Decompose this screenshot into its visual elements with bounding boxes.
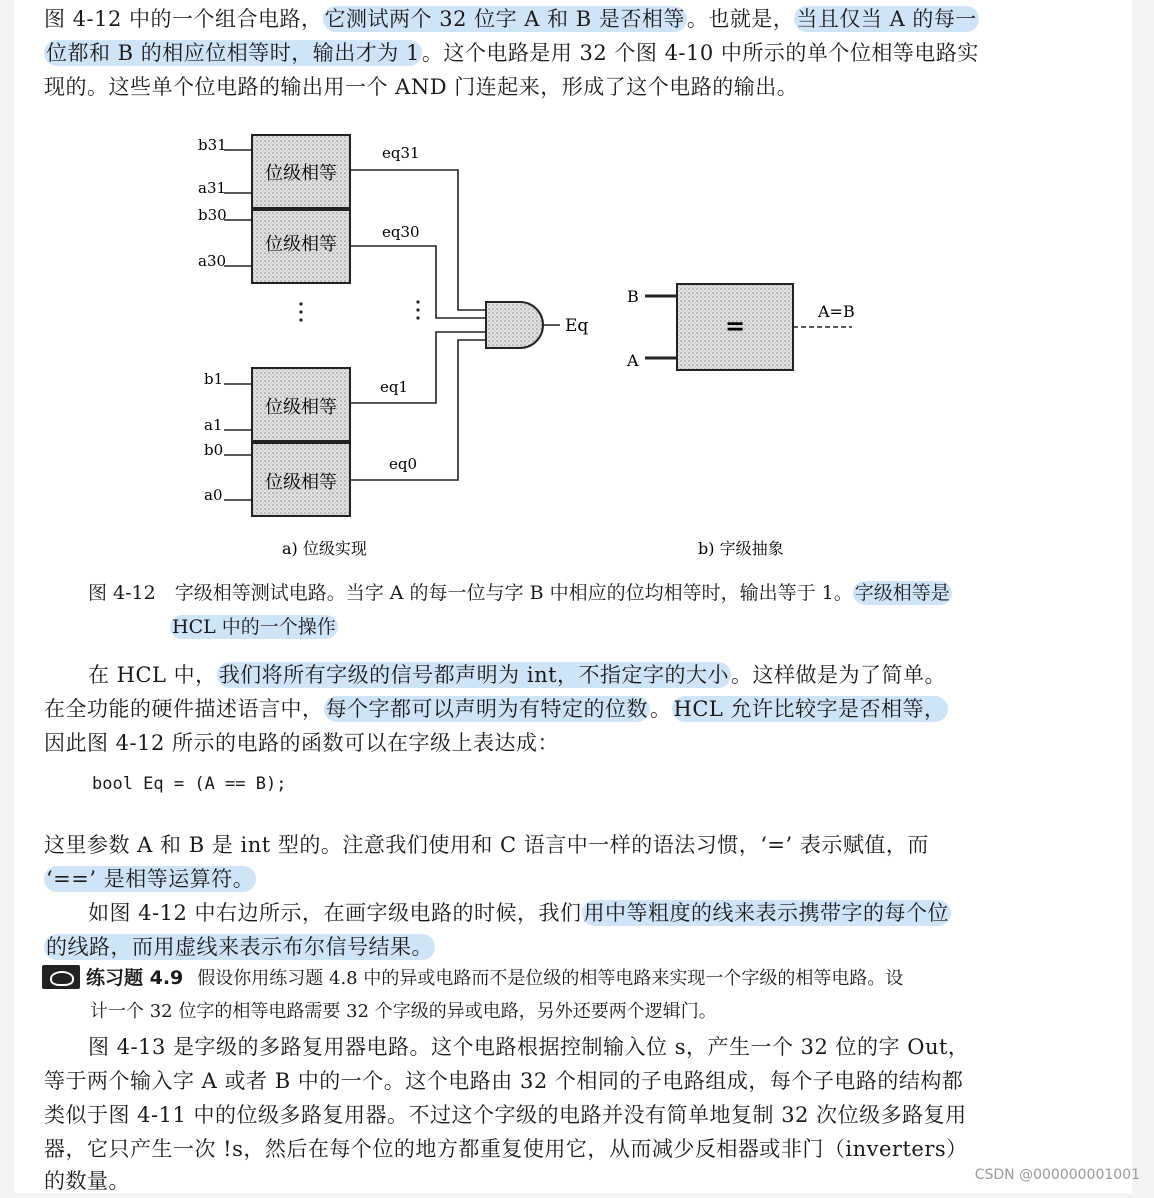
block-label: 位级相等 bbox=[265, 472, 337, 493]
para5-line-3: 类似于图 4-11 中的位级多路复用器。不过这个字级的电路并没有简单地复制 32 次位级多路复用 bbox=[44, 1103, 967, 1127]
gate-output-label: Eq bbox=[565, 316, 589, 336]
input-label: b31 bbox=[198, 136, 227, 154]
input-label: a30 bbox=[198, 252, 227, 270]
input-label: a0 bbox=[204, 486, 223, 504]
para2-line-2: 在全功能的硬件描述语言中，每个字都可以声明为有特定的位数。HCL 允许比较字是否相等， bbox=[44, 697, 946, 721]
para3-line-2: ‘==’ 是相等运算符。 bbox=[46, 867, 255, 891]
intro-line-2: 位都和 B 的相应位相等时，输出才为 1。这个电路是用 32 个图 4-10 中所示的单个位相等电路实 bbox=[46, 41, 979, 65]
bit-equal-block-1 bbox=[252, 368, 350, 441]
bit-equal-block-31 bbox=[252, 135, 350, 208]
exercise-title: 练习题 4.9 bbox=[86, 967, 184, 989]
input-label: b0 bbox=[204, 441, 224, 459]
bit-equal-block-30 bbox=[252, 210, 350, 283]
para5-line-4: 器，它只产生一次 !s，然后在每个位的地方都重复使用它，从而减少反相器或非门（inverters） bbox=[44, 1137, 968, 1161]
block-label: 位级相等 bbox=[265, 234, 337, 255]
output-wires bbox=[350, 170, 486, 480]
output-label: eq31 bbox=[382, 144, 420, 162]
word-equal-block bbox=[626, 284, 855, 370]
exercise-box bbox=[42, 962, 1022, 1028]
figure-caption-line-2: HCL 中的一个操作 bbox=[172, 616, 336, 638]
intro-line-1: 图 4-12 中的一个组合电路，它测试两个 32 位字 A 和 B 是否相等。也就是，当且仅当 A 的每一 bbox=[44, 7, 977, 31]
para4-line-1: 如图 4-12 中右边所示，在画字级电路的时候，我们用中等粗度的线来表示携带字的每个位 bbox=[88, 901, 950, 925]
word-input-label: B bbox=[627, 287, 639, 306]
para2-line-3: 因此图 4-12 所示的电路的函数可以在字级上表达成： bbox=[44, 731, 560, 755]
input-labels bbox=[198, 136, 227, 504]
exercise-line-2: 计一个 32 位字的相等电路需要 32 个字级的异或电路，另外还要两个逻辑门。 bbox=[90, 1001, 717, 1022]
input-wires bbox=[224, 150, 252, 500]
word-output-label: A=B bbox=[818, 302, 855, 321]
exercise-icon bbox=[42, 965, 80, 989]
para2-line-1: 在 HCL 中，我们将所有字级的信号都声明为 int，不指定字的大小。这样做是为了简单。 bbox=[88, 663, 947, 687]
para5-line-2: 等于两个输入字 A 或者 B 中的一个。这个电路由 32 个相同的子电路组成，每个子电路的结构都 bbox=[44, 1069, 964, 1093]
figure-4-12 bbox=[0, 0, 1154, 570]
subfigure-label-a: a) 位级实现 bbox=[282, 539, 367, 558]
block-label: 位级相等 bbox=[265, 397, 337, 418]
subfigure-label-b: b) 字级抽象 bbox=[698, 539, 784, 558]
watermark: CSDN @000000001001 bbox=[974, 1167, 1140, 1183]
block-label: 位级相等 bbox=[265, 163, 337, 184]
output-labels bbox=[380, 144, 420, 473]
input-label: b1 bbox=[204, 370, 224, 388]
code-snippet: bool Eq = (A == B); bbox=[92, 774, 287, 794]
intro-line-3: 现的。这些单个位电路的输出用一个 AND 门连起来，形成了这个电路的输出。 bbox=[44, 75, 799, 99]
para4-line-2: 的线路，而用虚线来表示布尔信号结果。 bbox=[46, 935, 433, 959]
word-input-label: A bbox=[627, 351, 639, 370]
figure-caption-line-1: 图 4-12 字级相等测试电路。当字 A 的每一位与字 B 中相应的位均相等时，输出等于 1。 字级相等是 bbox=[88, 582, 950, 604]
equals-symbol: = bbox=[724, 311, 746, 340]
input-label: a31 bbox=[198, 179, 227, 197]
para3-line-1: 这里参数 A 和 B 是 int 型的。注意我们使用和 C 语言中一样的语法习惯，‘=’ 表示赋值，而 bbox=[44, 833, 929, 857]
para5-line-5: 的数量。 bbox=[44, 1169, 130, 1193]
ellipsis-dots bbox=[299, 300, 419, 321]
input-label: b30 bbox=[198, 206, 227, 224]
output-label: eq1 bbox=[380, 378, 409, 396]
para5-line-1: 图 4-13 是字级的多路复用器电路。这个电路根据控制输入位 s，产生一个 32 位的字 Out， bbox=[88, 1035, 970, 1059]
exercise-line-1: 练习题 4.9 假设你用练习题 4.8 中的异或电路而不是位级的相等电路来实现一个字级的相等电路。设 bbox=[42, 962, 1022, 995]
input-label: a1 bbox=[204, 416, 223, 434]
and-gate bbox=[486, 302, 588, 348]
bit-equal-block-0 bbox=[252, 443, 350, 516]
output-label: eq30 bbox=[382, 223, 420, 241]
output-label: eq0 bbox=[389, 455, 418, 473]
